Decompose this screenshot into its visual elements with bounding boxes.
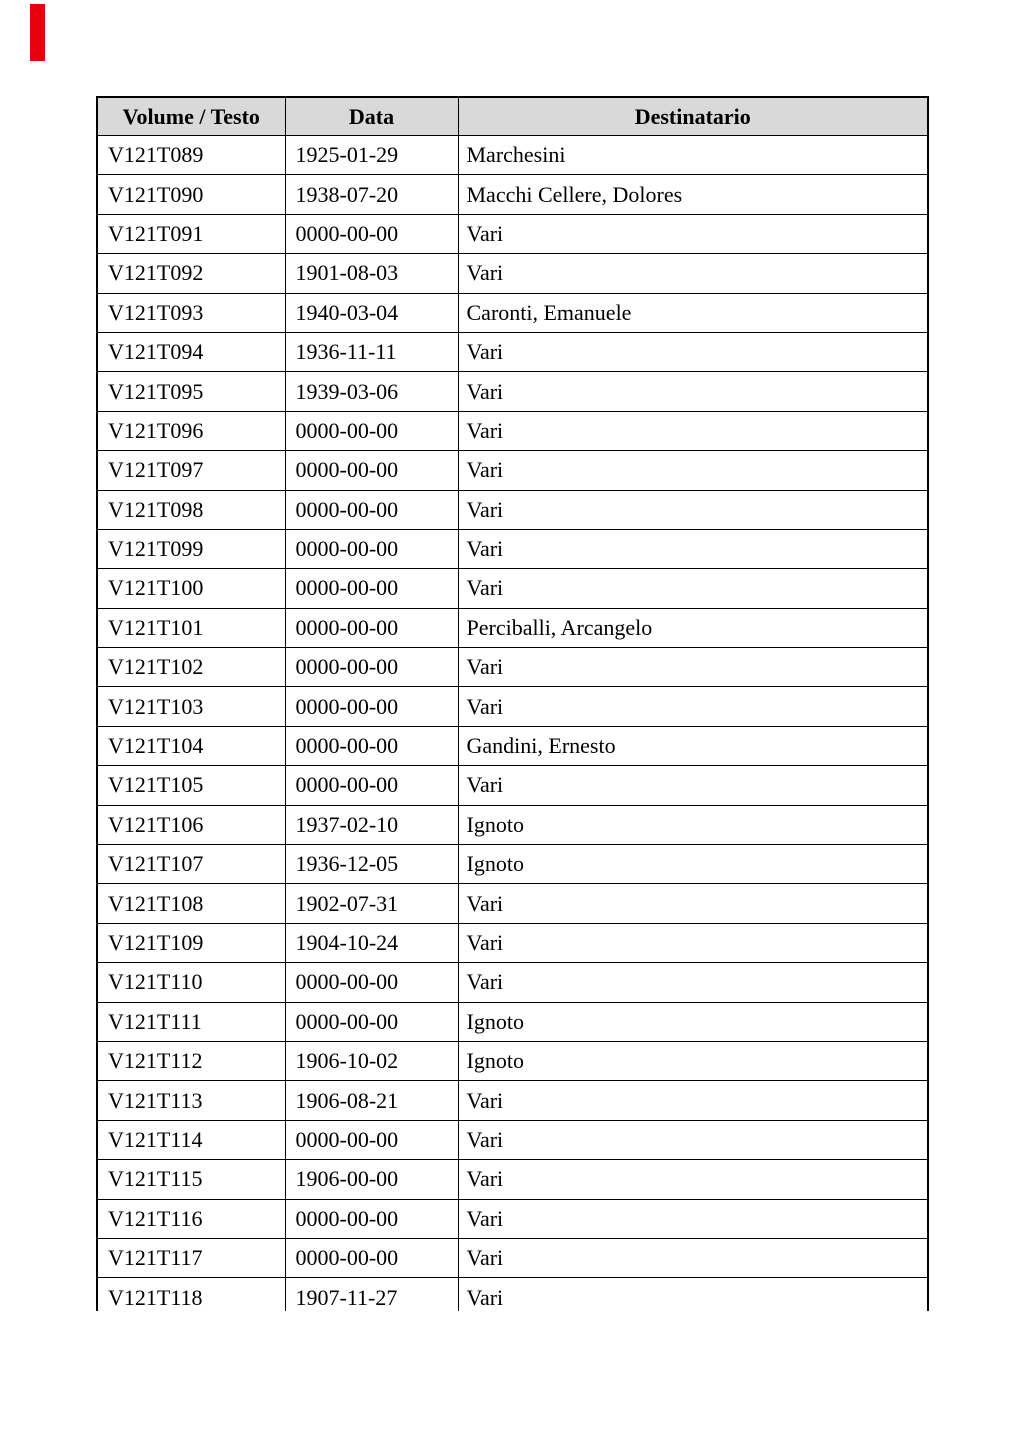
table-row: [97, 766, 928, 805]
volume-cell: V121T117: [97, 1238, 285, 1277]
destinatario-cell: Vari: [458, 766, 928, 805]
table-row: [97, 1002, 928, 1041]
destinatario-cell: Vari: [458, 569, 928, 608]
volume-cell: V121T090: [97, 175, 285, 214]
date-cell: 0000-00-00: [285, 529, 458, 568]
table-row: [97, 1238, 928, 1277]
table-row: [97, 726, 928, 765]
destinatario-cell: Vari: [458, 1278, 928, 1311]
date-cell: 0000-00-00: [285, 1120, 458, 1159]
volume-cell: V121T096: [97, 411, 285, 450]
table-row: [97, 569, 928, 608]
date-cell: 1936-12-05: [285, 845, 458, 884]
volume-cell: V121T093: [97, 293, 285, 332]
column-header-volume-testo: Volume / Testo: [97, 97, 285, 136]
table-row: [97, 963, 928, 1002]
table-row: [97, 1081, 928, 1120]
volume-cell: V121T103: [97, 687, 285, 726]
table-viewport: [96, 96, 930, 1311]
table-row: [97, 884, 928, 923]
date-cell: 1925-01-29: [285, 136, 458, 175]
destinatario-cell: Vari: [458, 1120, 928, 1159]
date-cell: 0000-00-00: [285, 1002, 458, 1041]
date-cell: 0000-00-00: [285, 490, 458, 529]
volume-cell: V121T095: [97, 372, 285, 411]
volume-cell: V121T116: [97, 1199, 285, 1238]
volume-cell: V121T114: [97, 1120, 285, 1159]
date-cell: 0000-00-00: [285, 451, 458, 490]
table-row: [97, 687, 928, 726]
column-header-destinatario: Destinatario: [458, 97, 928, 136]
destinatario-cell: Vari: [458, 884, 928, 923]
table-row: [97, 1120, 928, 1159]
table-row: [97, 254, 928, 293]
table-body: [97, 136, 928, 1312]
volume-cell: V121T089: [97, 136, 285, 175]
table-row: [97, 529, 928, 568]
destinatario-cell: Ignoto: [458, 845, 928, 884]
table-row: [97, 1041, 928, 1080]
date-cell: 0000-00-00: [285, 1199, 458, 1238]
destinatario-cell: Vari: [458, 529, 928, 568]
volume-cell: V121T098: [97, 490, 285, 529]
date-cell: 1902-07-31: [285, 884, 458, 923]
table-row: [97, 1160, 928, 1199]
destinatario-cell: Vari: [458, 648, 928, 687]
volume-cell: V121T112: [97, 1041, 285, 1080]
destinatario-cell: Vari: [458, 1160, 928, 1199]
destinatario-cell: Vari: [458, 1081, 928, 1120]
date-cell: 0000-00-00: [285, 608, 458, 647]
table-row: [97, 136, 928, 175]
table-row: [97, 1278, 928, 1311]
date-cell: 1939-03-06: [285, 372, 458, 411]
volume-cell: V121T107: [97, 845, 285, 884]
table-row: [97, 411, 928, 450]
table-row: [97, 845, 928, 884]
destinatario-cell: Macchi Cellere, Dolores: [458, 175, 928, 214]
volume-cell: V121T094: [97, 332, 285, 371]
volume-cell: V121T109: [97, 923, 285, 962]
volume-cell: V121T092: [97, 254, 285, 293]
table-row: [97, 490, 928, 529]
destinatario-cell: Vari: [458, 1199, 928, 1238]
volume-cell: V121T102: [97, 648, 285, 687]
volume-cell: V121T115: [97, 1160, 285, 1199]
volume-cell: V121T105: [97, 766, 285, 805]
date-cell: 1938-07-20: [285, 175, 458, 214]
date-cell: 0000-00-00: [285, 1238, 458, 1277]
destinatario-cell: Vari: [458, 923, 928, 962]
date-cell: 1936-11-11: [285, 332, 458, 371]
date-cell: 1901-08-03: [285, 254, 458, 293]
table-row: [97, 1199, 928, 1238]
volume-cell: V121T101: [97, 608, 285, 647]
table-row: [97, 805, 928, 844]
date-cell: 1906-00-00: [285, 1160, 458, 1199]
date-cell: 0000-00-00: [285, 411, 458, 450]
table-row: [97, 372, 928, 411]
volume-cell: V121T099: [97, 529, 285, 568]
volume-cell: V121T108: [97, 884, 285, 923]
destinatario-cell: Ignoto: [458, 1002, 928, 1041]
destinatario-cell: Ignoto: [458, 1041, 928, 1080]
table-row: [97, 332, 928, 371]
table-row: [97, 923, 928, 962]
destinatario-cell: Vari: [458, 687, 928, 726]
date-cell: 1906-08-21: [285, 1081, 458, 1120]
date-cell: 0000-00-00: [285, 214, 458, 253]
destinatario-cell: Vari: [458, 254, 928, 293]
date-cell: 0000-00-00: [285, 726, 458, 765]
volume-cell: V121T111: [97, 1002, 285, 1041]
volume-cell: V121T113: [97, 1081, 285, 1120]
destinatario-cell: Vari: [458, 332, 928, 371]
destinatario-cell: Vari: [458, 411, 928, 450]
destinatario-cell: Vari: [458, 451, 928, 490]
destinatario-cell: Vari: [458, 490, 928, 529]
destinatario-cell: Gandini, Ernesto: [458, 726, 928, 765]
table-row: [97, 214, 928, 253]
date-cell: 0000-00-00: [285, 569, 458, 608]
table-header-row: [97, 97, 928, 136]
volume-cell: V121T104: [97, 726, 285, 765]
table-row: [97, 175, 928, 214]
destinatario-cell: Vari: [458, 963, 928, 1002]
destinatario-cell: Vari: [458, 214, 928, 253]
date-cell: 0000-00-00: [285, 648, 458, 687]
volume-cell: V121T100: [97, 569, 285, 608]
date-cell: 0000-00-00: [285, 687, 458, 726]
date-cell: 1940-03-04: [285, 293, 458, 332]
volume-cell: V121T091: [97, 214, 285, 253]
volume-cell: V121T110: [97, 963, 285, 1002]
volume-cell: V121T118: [97, 1278, 285, 1311]
destinatario-cell: Marchesini: [458, 136, 928, 175]
date-cell: 0000-00-00: [285, 963, 458, 1002]
date-cell: 1907-11-27: [285, 1278, 458, 1311]
destinatario-cell: Ignoto: [458, 805, 928, 844]
volume-cell: V121T097: [97, 451, 285, 490]
destinatario-cell: Vari: [458, 1238, 928, 1277]
date-cell: 1904-10-24: [285, 923, 458, 962]
date-cell: 0000-00-00: [285, 766, 458, 805]
destinatario-cell: Perciballi, Arcangelo: [458, 608, 928, 647]
date-cell: 1937-02-10: [285, 805, 458, 844]
red-marker: [30, 4, 45, 61]
volumes-table: [96, 96, 929, 1311]
column-header-data: Data: [285, 97, 458, 136]
table-row: [97, 608, 928, 647]
destinatario-cell: Caronti, Emanuele: [458, 293, 928, 332]
destinatario-cell: Vari: [458, 372, 928, 411]
table-row: [97, 451, 928, 490]
table-row: [97, 293, 928, 332]
date-cell: 1906-10-02: [285, 1041, 458, 1080]
table-row: [97, 648, 928, 687]
volume-cell: V121T106: [97, 805, 285, 844]
